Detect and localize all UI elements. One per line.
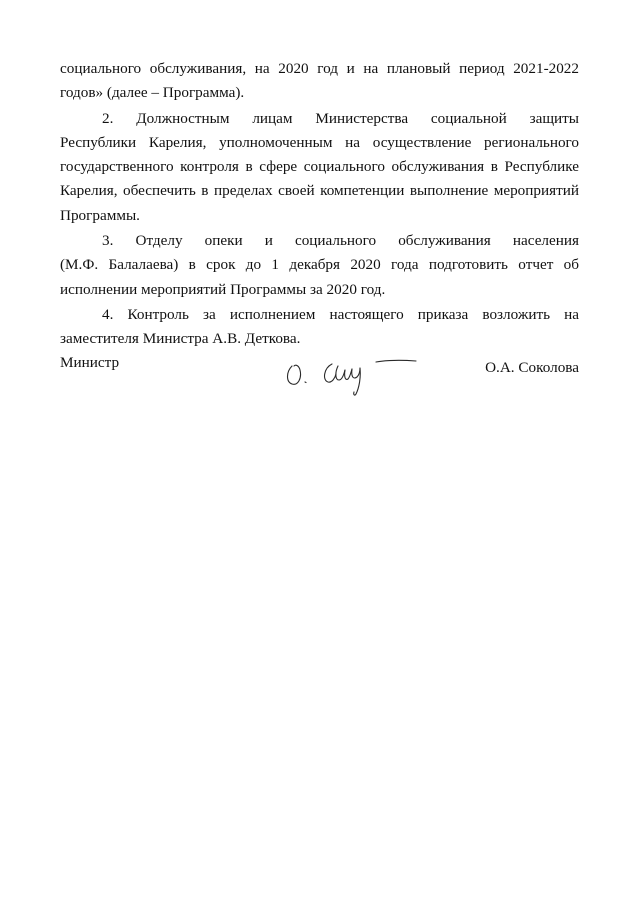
paragraph-4-line-2: заместителя Министра А.В. Деткова. [60, 330, 301, 348]
signatory-title: Министр [60, 354, 120, 371]
paragraph-1-line-2: годов» (далее – Программа). [60, 84, 245, 102]
paragraph-2-line-1: 2. Должностным лицам Министерства социальной защиты [102, 109, 579, 127]
handwritten-signature-icon [280, 350, 420, 398]
paragraph-2-line-2: Республики Карелия, уполномоченным на осуществление регионального [60, 133, 579, 151]
paragraph-3-line-3: исполнении мероприятий Программы за 2020 год. [60, 280, 386, 298]
paragraph-2-line-4: Карелия, обеспечить в пределах своей компетенции выполнение мероприятий [60, 182, 579, 200]
signature-block [60, 350, 579, 400]
paragraph-3-line-1: 3. Отделу опеки и социального обслуживания населения [102, 232, 579, 250]
document-body [60, 57, 579, 352]
paragraph-2-line-3: государственного контроля в сфере социального обслуживания в Республике [60, 158, 579, 176]
paragraph-2-line-5: Программы. [60, 206, 140, 224]
signatory-name: О.А. Соколова [485, 359, 579, 376]
paragraph-1-line-1: социального обслуживания, на 2020 год и на плановый период 2021-2022 [60, 60, 579, 77]
paragraph-4-line-1: 4. Контроль за исполнением настоящего приказа возложить на [102, 305, 579, 323]
paragraph-3-line-2: (М.Ф. Балалаева) в срок до 1 декабря 2020 года подготовить отчет об [60, 256, 579, 274]
